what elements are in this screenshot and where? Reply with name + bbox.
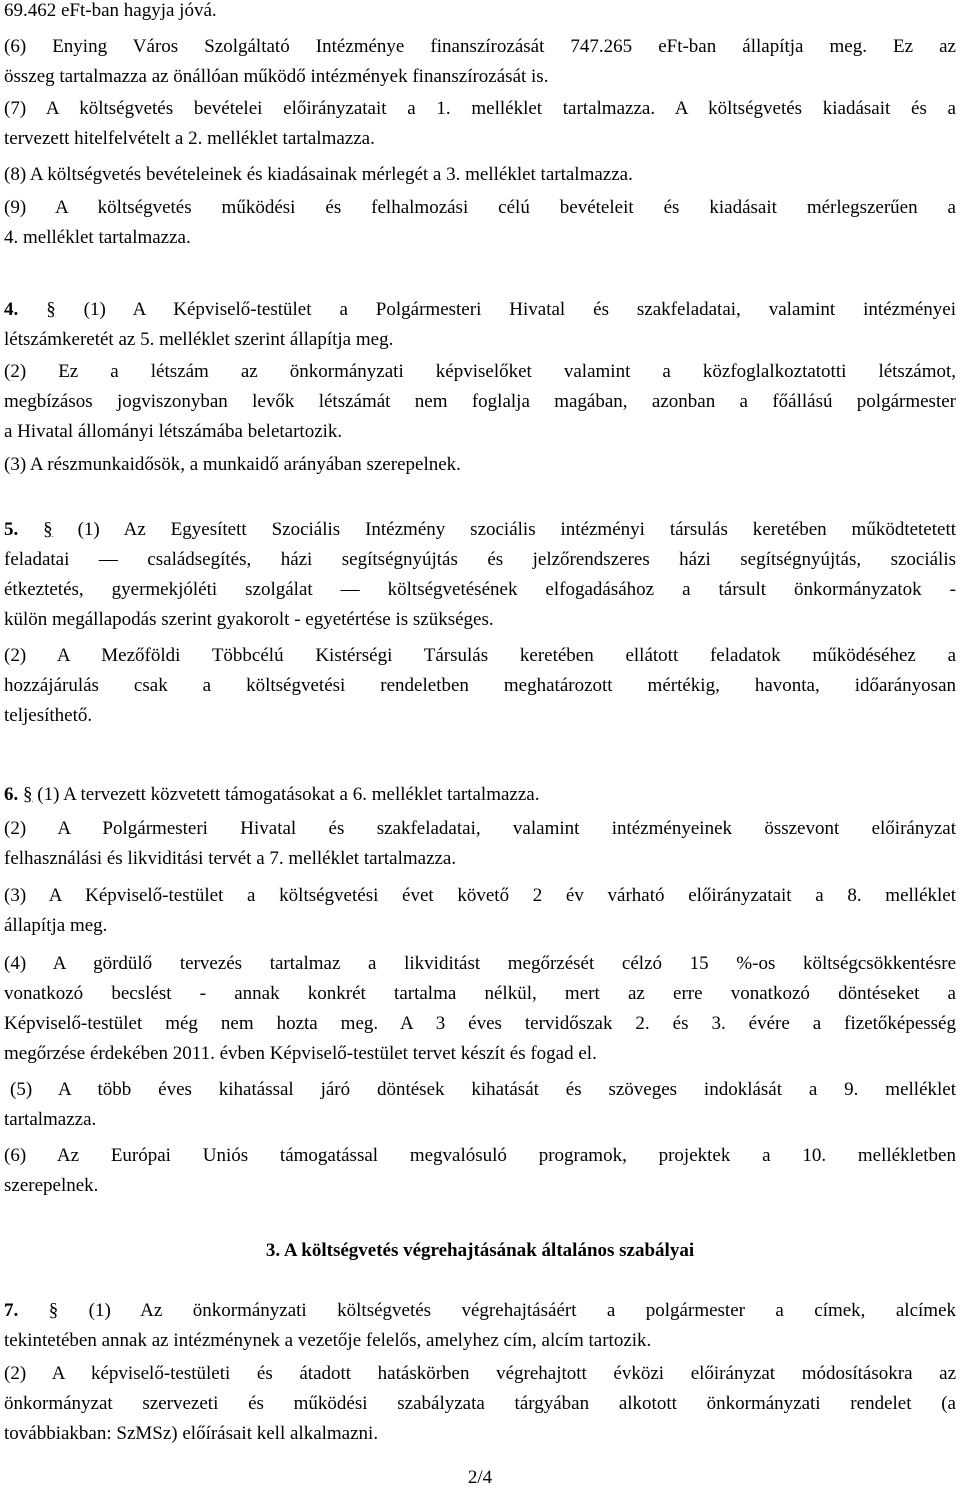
section-6-number: 6.: [4, 784, 19, 805]
paragraph-top: 69.462 eFt-ban hagyja jóvá.: [4, 0, 217, 21]
section-6-paragraph-4: (4) A gördülő tervezés tartalmaz a likviditást megőrzését célzó 15 %-os költségcsökkentésre vonatkozó becslést - annak konkrét tartalma nélkül, mert az erre vonatkozó döntéseket a Képviselő-testület még nem hozta meg. A 3 éves tervidőszak 2. és 3. évére a fizetőképesség megőrzése érdekében 2011. évben Képviselő-testület tervet készít és fogad el.: [4, 953, 956, 1064]
section-6-paragraph-6: (6) Az Európai Uniós támogatással megvalósuló programok, projektek a 10. mellékletben szerepelnek.: [4, 1145, 956, 1196]
section-4-number: 4.: [4, 299, 19, 320]
section-7-number: 7.: [4, 1300, 19, 1321]
section-heading: 3. A költségvetés végrehajtásának általános szabályai: [265, 1240, 695, 1261]
section-6-symbol: §: [23, 784, 33, 805]
section-6-paragraph-2: (2) A Polgármesteri Hivatal és szakfeladatai, valamint intézményeinek összevont előirányzat felhasználási és likviditási tervét a 7. melléklet tartalmazza.: [4, 818, 956, 869]
paragraph-7: (7) A költségvetés bevételei előirányzatait a 1. melléklet tartalmazza. A költségvetés kiadásait és a tervezett hitelfelvételt a 2. melléklet tartalmazza.: [4, 98, 956, 149]
paragraph-9: (9) A költségvetés működési és felhalmozási célú bevételeit és kiadásait mérlegszerűen a 4. melléklet tartalmazza.: [4, 197, 956, 248]
section-5-paragraph-1: 5. § (1) Az Egyesített Szociális Intézmény szociális intézményi társulás keretében működtetetett feladatai — családsegítés, házi segítségnyújtás és jelzőrendszeres házi segítségnyújtás, szociális étkeztetés, gyermekjóléti szolgálat — költségvetésének elfogadásához a társult önkormányzatok - külön megállapodás szerint gyakorolt - egyetértése is szükséges.: [4, 519, 957, 630]
section-7-paragraph-2: (2) A képviselő-testületi és átadott hatáskörben végrehajtott évközi előirányzat módosításokra az önkormányzat szervezeti és működési szabályzata tárgyában alkotott önkormányzati rendelet (a továbbiakban: SzMSz) előírásait kell alkalmazni.: [4, 1363, 956, 1444]
section-4-paragraph-2: (2) Ez a létszám az önkormányzati képviselőket valamint a közfoglalkoztatotti létszámot, megbízásos jogviszonyban levők létszámát nem foglalja magában, azonban a főállású polgármester a Hivatal állományi létszámába beletartozik.: [4, 361, 956, 442]
section-4-symbol: §: [46, 299, 56, 320]
section-5-number: 5.: [4, 519, 19, 540]
section-6-paragraph-3: (3) A Képviselő-testület a költségvetési évet követő 2 év várható előirányzatait a 8. melléklet állapítja meg.: [4, 885, 956, 936]
paragraph-6: (6) Enying Város Szolgáltató Intézménye finanszírozását 747.265 eFt-ban állapítja meg. Ez az összeg tartalmazza az önállóan működő intézmények finanszírozását is.: [4, 36, 956, 87]
section-6-paragraph-1: 6. § (1) A tervezett közvetett támogatásokat a 6. melléklet tartalmazza.: [4, 784, 540, 805]
paragraph-8: (8) A költségvetés bevételeinek és kiadásainak mérlegét a 3. melléklet tartalmazza.: [4, 164, 633, 185]
section-4-paragraph-3: (3) A részmunkaidősök, a munkaidő arányában szerepelnek.: [4, 454, 461, 475]
section-6-paragraph-5: (5) A több éves kihatással járó döntések kihatását és szöveges indoklását a 9. melléklet tartalmazza.: [4, 1079, 956, 1130]
section-4-paragraph-1: 4. § (1) A Képviselő-testület a Polgármesteri Hivatal és szakfeladatai, valamint intézményei létszámkeretét az 5. melléklet szerint állapítja meg.: [4, 299, 956, 350]
section-7-paragraph-1: 7. § (1) Az önkormányzati költségvetés végrehajtásáért a polgármester a címek, alcímek tekintetében annak az intézménynek a vezetője felelős, amelyhez cím, alcím tartozik.: [4, 1300, 957, 1351]
section-5-symbol: §: [43, 519, 53, 540]
page-number: 2/4: [467, 1467, 493, 1488]
section-5-paragraph-2: (2) A Mezőföldi Többcélú Kistérségi Társulás keretében ellátott feladatok működéséhez a hozzájárulás csak a költségvetési rendeletben meghatározott mértékig, havonta, időarányosan teljesíthető.: [4, 645, 956, 726]
section-7-symbol: §: [48, 1300, 59, 1321]
